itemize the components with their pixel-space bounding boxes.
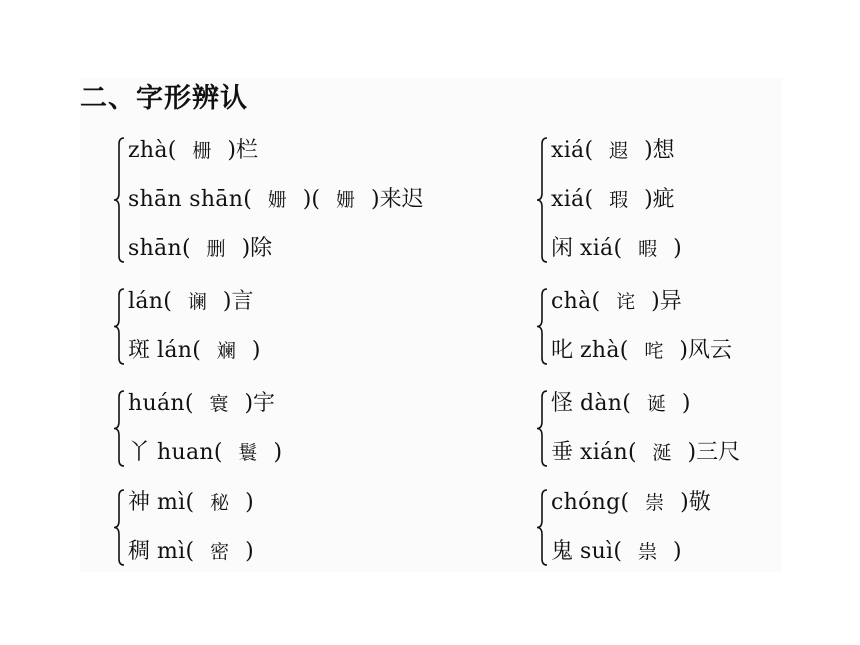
word-line (128, 490, 254, 516)
suffix-text: 宇 (253, 391, 276, 416)
pinyin: huán (128, 391, 185, 416)
pinyin: zhà (128, 138, 168, 163)
suffix-text: 除 (250, 236, 273, 261)
answer-char: 谰 (187, 291, 207, 313)
word-line (128, 236, 272, 262)
answer-char: 涎 (652, 442, 672, 464)
open-paren: ( (184, 391, 194, 416)
suffix-text: 异 (659, 289, 682, 314)
word-line (551, 138, 675, 164)
suffix-text: 想 (652, 138, 675, 163)
brace-icon (112, 389, 128, 468)
open-paren: ( (619, 338, 629, 363)
suffix-text: 风云 (687, 338, 732, 363)
brace-icon (112, 287, 128, 366)
answer-char: 瑕 (609, 189, 629, 211)
open-paren: ( (243, 187, 252, 212)
brace-icon (535, 389, 551, 468)
open-paren: ( (620, 490, 630, 515)
answer-char: 崇 (645, 492, 665, 514)
pinyin: mì (157, 490, 186, 515)
open-paren: ( (613, 236, 623, 261)
word-line (551, 187, 675, 213)
word-line (551, 391, 690, 417)
close-paren: ) (673, 539, 682, 564)
open-paren: ( (185, 539, 195, 564)
word-line (551, 490, 711, 516)
open-paren: ( (192, 338, 201, 363)
pinyin: lán (128, 289, 164, 314)
close-paren: ) (245, 490, 254, 515)
brace-icon (535, 488, 551, 567)
brace-icon (535, 136, 551, 264)
pinyin: huan (157, 440, 214, 465)
close-paren: ) (244, 391, 254, 416)
close-paren: ) (245, 539, 254, 564)
close-paren: ) (651, 289, 660, 314)
brace-icon (112, 488, 128, 567)
open-paren: ( (584, 138, 594, 163)
close-paren: ) (241, 236, 251, 261)
answer-char: 祟 (638, 541, 658, 563)
answer-char: 斓 (216, 340, 236, 362)
prefix-char: 怪 (551, 391, 580, 416)
brace-stroke (114, 490, 124, 565)
close-paren: ) (644, 138, 653, 163)
close-paren: ) (227, 138, 236, 163)
answer-char: 寰 (209, 393, 229, 415)
brace-stroke (537, 490, 547, 565)
suffix-text: 敬 (688, 490, 711, 515)
pinyin: chà (551, 289, 592, 314)
word-line (128, 138, 258, 164)
answer-char: 删 (206, 238, 226, 260)
answer-char: 遐 (609, 140, 629, 162)
prefix-char: 闲 (551, 236, 580, 261)
suffix-text: 疵 (652, 187, 675, 212)
brace-stroke (537, 138, 547, 262)
answer-char: 诧 (616, 291, 636, 313)
word-line (551, 440, 740, 466)
close-paren: ) (680, 490, 689, 515)
word-line (551, 289, 682, 315)
open-paren: ( (584, 187, 594, 212)
brace-stroke (114, 289, 124, 364)
prefix-char: 鬼 (551, 539, 580, 564)
word-line (128, 289, 253, 315)
close-paren: ) (302, 187, 312, 212)
suffix-text: 来迟 (379, 187, 424, 212)
answer-char: 鬟 (238, 442, 258, 464)
word-line (551, 338, 732, 364)
open-paren: ( (627, 440, 637, 465)
pinyin: chóng (551, 490, 621, 515)
brace-stroke (114, 391, 124, 466)
open-paren: ( (613, 539, 622, 564)
prefix-char: 稠 (128, 539, 157, 564)
open-paren: ( (591, 289, 601, 314)
word-line (128, 187, 424, 213)
suffix-text: 言 (231, 289, 254, 314)
pinyin: suì (580, 539, 614, 564)
open-paren: ( (181, 236, 191, 261)
brace-stroke (537, 391, 547, 466)
close-paren: ) (644, 187, 653, 212)
close-paren: ) (681, 391, 691, 416)
pinyin: dàn (580, 391, 623, 416)
open-paren: ( (311, 187, 320, 212)
word-line (128, 539, 254, 565)
pinyin: xián (580, 440, 628, 465)
pinyin: shān shān (128, 187, 244, 212)
pinyin: xiá (551, 138, 585, 163)
word-line (128, 440, 282, 466)
word-line (128, 391, 275, 417)
pinyin: lán (157, 338, 193, 363)
close-paren: ) (371, 187, 380, 212)
close-paren: ) (251, 338, 261, 363)
section-title: 二、字形辨认 (80, 83, 248, 114)
word-line (551, 236, 682, 262)
open-paren: ( (185, 490, 195, 515)
answer-char: 密 (210, 541, 230, 563)
close-paren: ) (679, 338, 688, 363)
brace-icon (112, 136, 128, 264)
pinyin: mì (157, 539, 186, 564)
close-paren: ) (222, 289, 232, 314)
answer-char: 咤 (644, 340, 664, 362)
open-paren: ( (167, 138, 177, 163)
answer-char: 栅 (192, 140, 212, 162)
pinyin: zhà (580, 338, 620, 363)
suffix-text: 三尺 (696, 440, 741, 465)
pinyin: shān (128, 236, 182, 261)
word-line (128, 338, 260, 364)
suffix-text: 栏 (235, 138, 258, 163)
answer-char: 姗 (335, 189, 355, 211)
brace-icon (535, 287, 551, 366)
brace-stroke (114, 138, 124, 262)
prefix-char: 丫 (128, 440, 157, 465)
prefix-char: 神 (128, 490, 157, 515)
answer-char: 诞 (646, 393, 666, 415)
close-paren: ) (687, 440, 697, 465)
close-paren: ) (273, 440, 283, 465)
open-paren: ( (163, 289, 172, 314)
answer-char: 暇 (638, 238, 658, 260)
pinyin: xiá (551, 187, 585, 212)
word-line (551, 539, 682, 565)
open-paren: ( (622, 391, 631, 416)
pinyin: xiá (580, 236, 614, 261)
prefix-char: 叱 (551, 338, 580, 363)
answer-char: 秘 (210, 492, 230, 514)
brace-stroke (537, 289, 547, 364)
prefix-char: 斑 (128, 338, 157, 363)
close-paren: ) (673, 236, 682, 261)
answer-char: 姗 (267, 189, 287, 211)
prefix-char: 垂 (551, 440, 580, 465)
open-paren: ( (213, 440, 223, 465)
